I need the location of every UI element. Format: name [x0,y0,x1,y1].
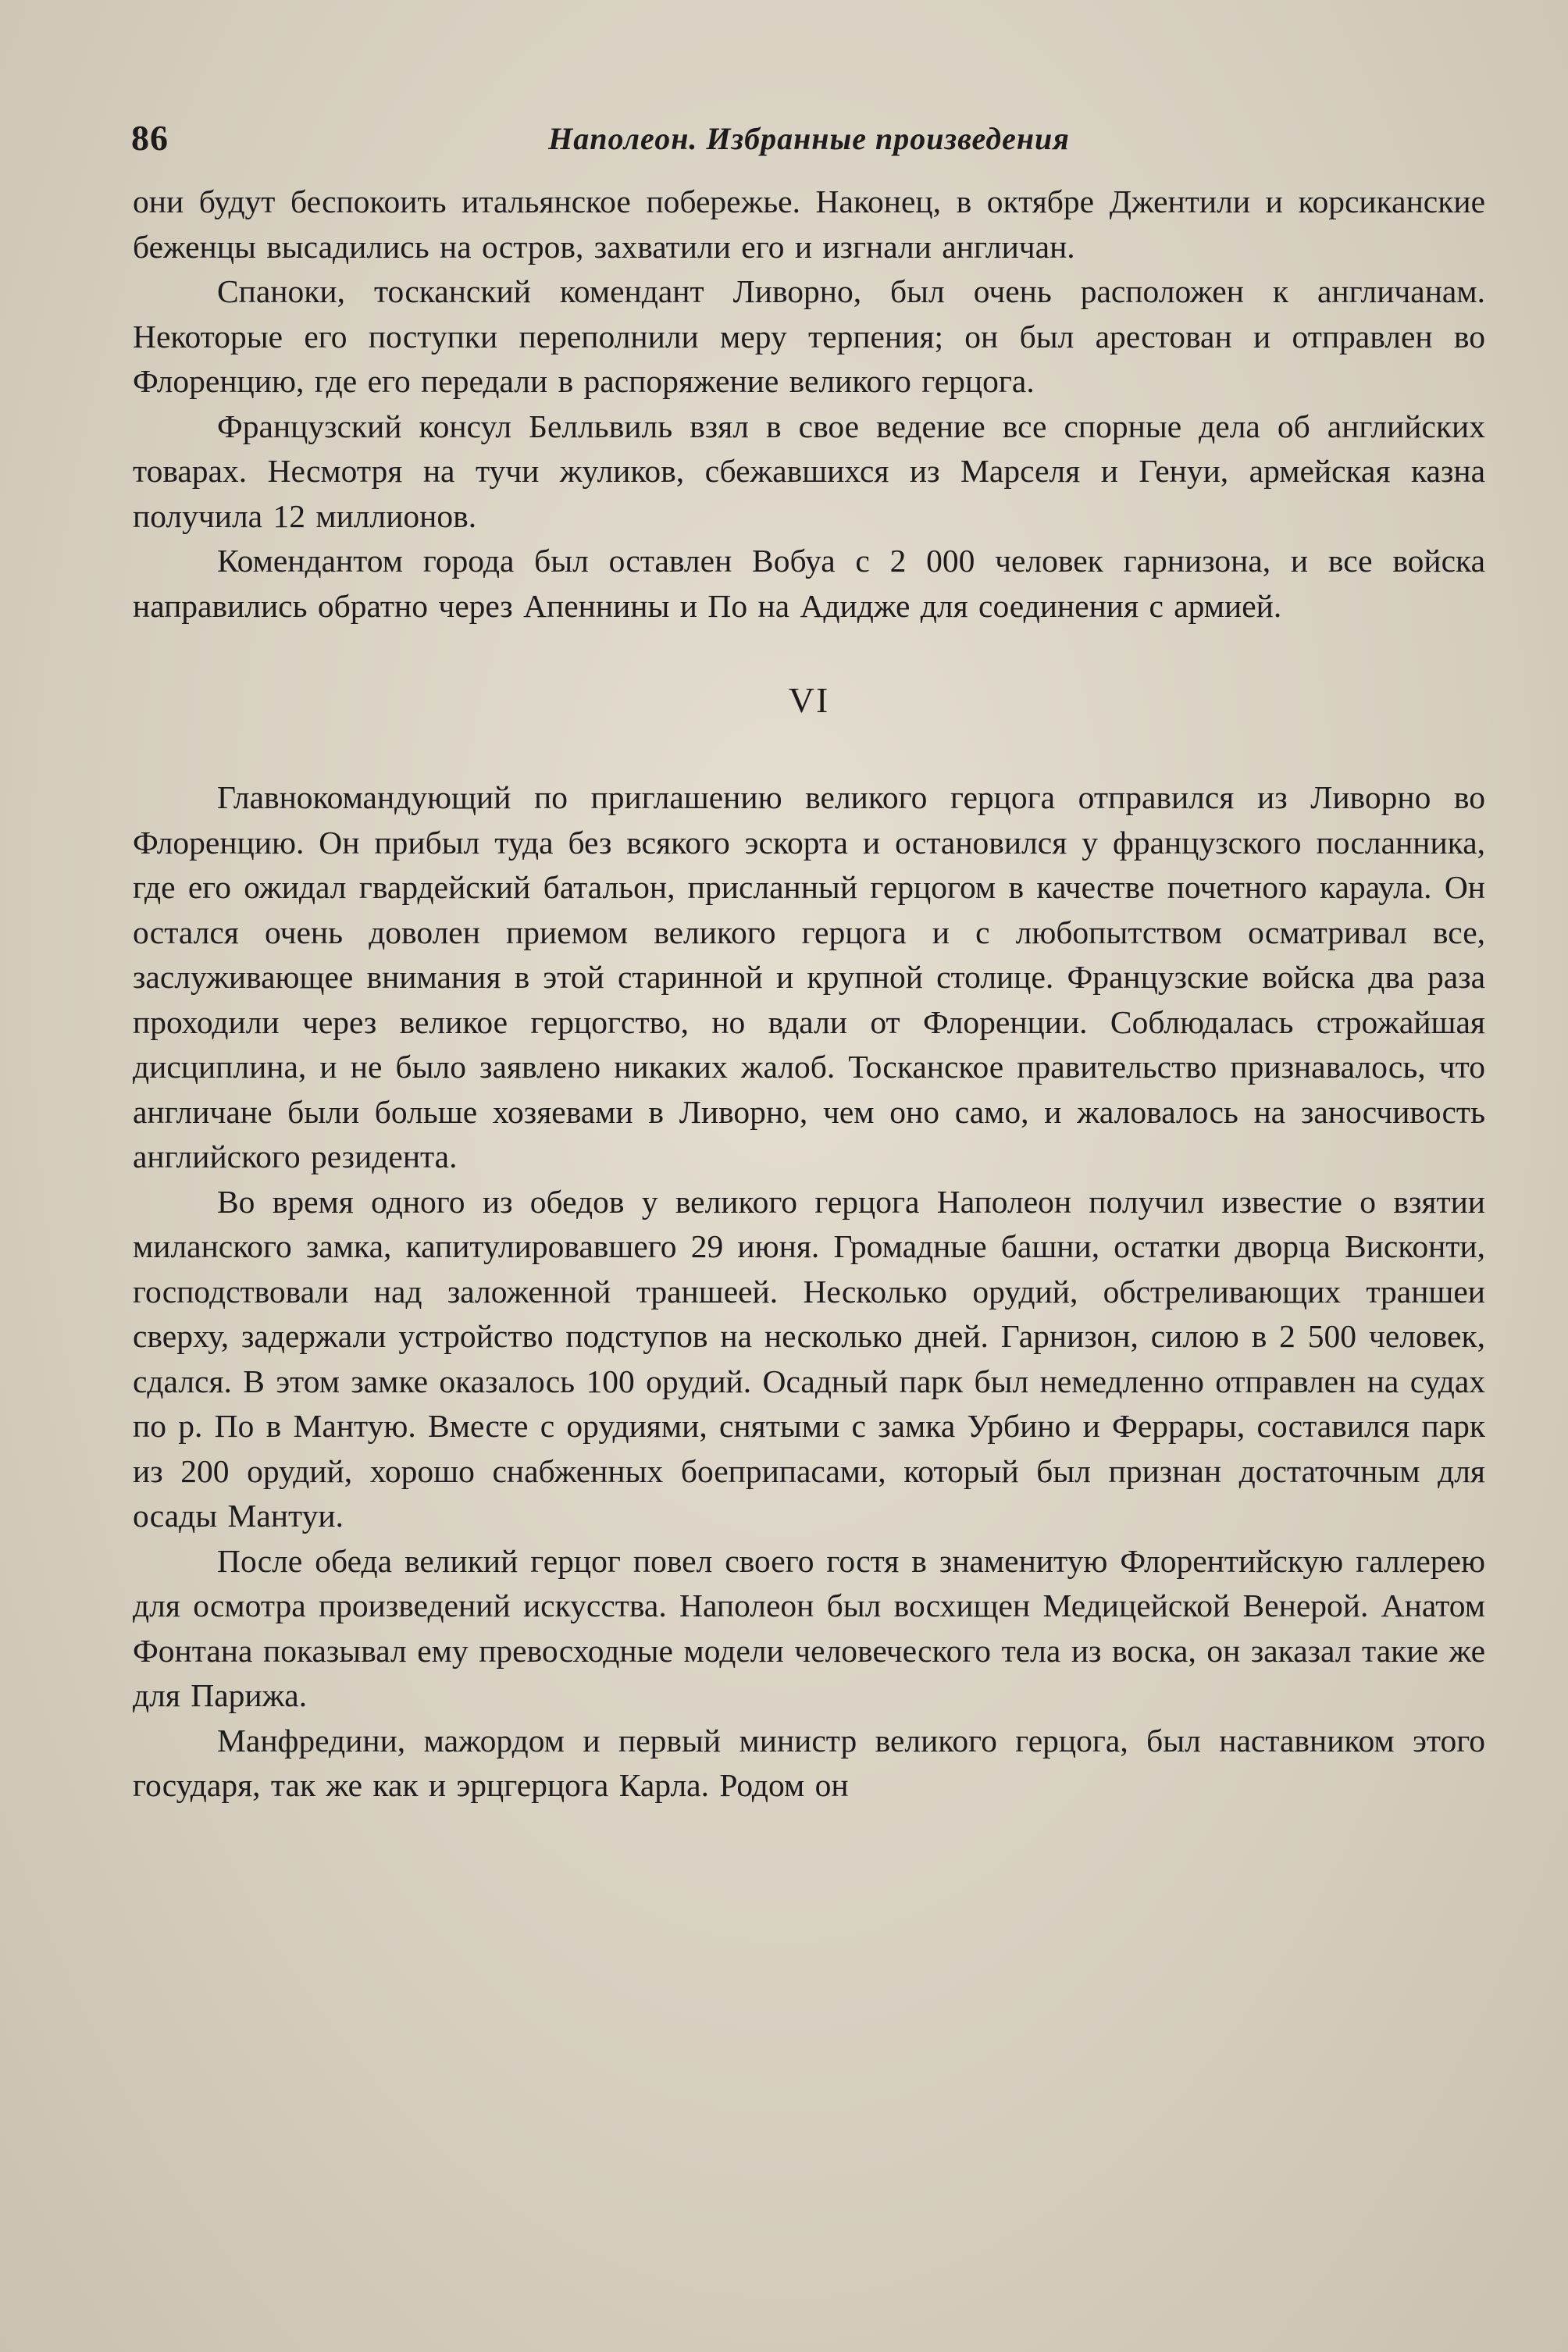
paragraph: Манфредини, мажордом и первый министр великого герцога, был наставником этого государя, так же как и эрцгерцога Карла. Родом он [133,1722,1485,1803]
page-header [133,117,1485,180]
section-vi-text [133,775,1485,1809]
paragraph: Спаноки, тосканский комендант Ливорно, был очень расположен к англичанам. Некоторые его поступки переполнили меру терпения; он был арестован и отправлен во Флоренцию, где его передали в распоряжение великого герцога. [133,273,1485,399]
page-number: 86 [131,118,169,158]
section-continued-text [133,180,1485,629]
section-heading: VI [788,680,830,720]
running-title: Наполеон. Избранные произведения [548,121,1070,156]
book-page [133,117,1485,1809]
paragraph: они будут беспокоить итальянское побережье. Наконец, в октябре Джентили и корсиканские беженцы высадились на остров, захватили его и изгнали англичан. [133,184,1485,265]
paragraph: Комендантом города был оставлен Вобуа с 2 000 человек гарнизона, и все войска направились обратно через Апеннины и По на Адидже для соединения с армией. [133,543,1485,624]
paragraph: После обеда великий герцог повел своего гостя в знаменитую Флорентийскую галлерею для осмотра произведений искусства. Наполеон был восхищен Медицейской Венерой. Анатом Фонтана показывал ему превосходные модели человеческого тела из воска, он заказал такие же для Парижа. [133,1542,1485,1713]
paragraph: Французский консул Белльвиль взял в свое ведение все спорные дела об английских товарах. Несмотря на тучи жуликов, сбежавшихся из Марселя и Генуи, армейская казна получила 12 миллионов. [133,408,1485,534]
paragraph: Во время одного из обедов у великого герцога Наполеон получил известие о взятии миланского замка, капитулировавшего 29 июня. Громадные башни, остатки дворца Висконти, господствовали над заложенной траншеей. Несколько орудий, обстреливающих траншеи сверху, задержали устройство подступов на несколько дней. Гарнизон, силою в 2 500 человек, сдался. В этом замке оказалось 100 орудий. Осадный парк был немедленно отправлен на судах по р. По в Мантую. Вместе с орудиями, снятыми с замка Урбино и Феррары, составился парк из 200 орудий, хорошо снабженных боеприпасами, который был признан достаточным для осады Мантуи. [133,1183,1485,1534]
paragraph: Главнокомандующий по приглашению великого герцога отправился из Ливорно во Флоренцию. Он прибыл туда без всякого эскорта и остановился у французского посланника, где его ожидал гвардейский батальон, присланный герцогом в качестве почетного караула. Он остался очень доволен приемом великого герцога и с любопытством осматривал все, заслуживающее внимания в этой старинной и крупной столице. Французские войска два раза проходили через великое герцогство, но вдали от Флоренции. Соблюдалась строжайшая дисциплина, и не было заявлено никаких жалоб. Тосканское правительство признавалось, что англичане были больше хозяевами в Ливорно, чем оно само, и жаловалось на заносчивость английского резидента. [133,779,1485,1174]
